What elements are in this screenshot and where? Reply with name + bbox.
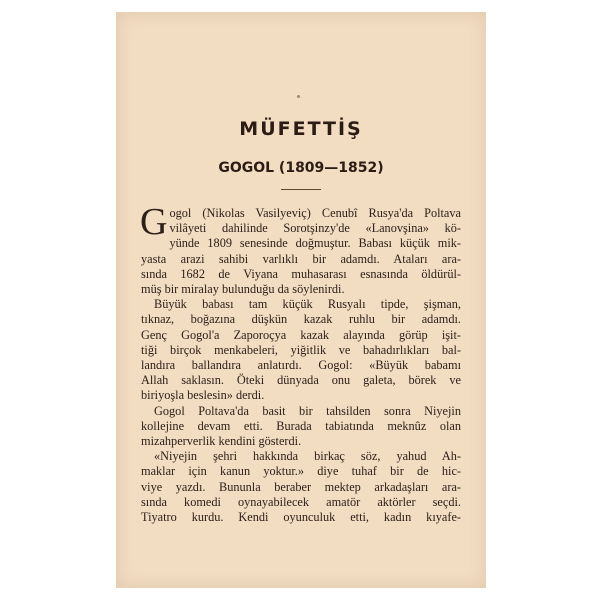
page-mark-dot: [297, 95, 300, 98]
text-line: tiği birçok menkabeleri, yiğitlik ve bahadırlıkları bal-: [141, 342, 461, 357]
text-line: Büyük babası tam küçük Rusyalı tipde, şişman,: [154, 297, 461, 312]
text-line: biriyoşla beslesin» derdi.: [141, 388, 265, 403]
text-line: müş bir miralay bulunduğu da söylenirdi.: [141, 282, 345, 297]
text-line: viye yazdı. Bununla beraber mektep arkadaşları ara-: [141, 479, 461, 494]
text-line: mizahperverlik kendini gösterdi.: [141, 434, 302, 449]
text-line: Tiyatro kurdu. Kendi oyunculuk etti, kadın kıyafe-: [141, 510, 461, 525]
text-line: landıra ballandıra anlatırdı. Gogol: «Büyük babamı: [141, 358, 461, 373]
title-rule: [281, 189, 321, 190]
text-line: Gogol Poltava'da basit bir tahsilden sonra Niyejin: [154, 403, 461, 418]
text-line: yünde 1809 senesinde doğmuştur. Babası küçük mik-: [169, 236, 461, 251]
text-line: tıknaz, boğazına düşkün kazak ruhlu bir adamdı.: [141, 312, 461, 327]
text-line: Allah saklasın. Öteki dünyada onu galeta, börek ve: [141, 373, 461, 388]
text-line: Genç Gogol'a Zaporoçya kazak alayında görüp işit-: [141, 327, 461, 342]
text-line: kollejine devam etti. Burada tabiatında meknûz olan: [141, 418, 461, 433]
text-line: vilâyeti dahilinde Sorotşinzy'de «Lanovşina» kö-: [169, 221, 461, 236]
drop-cap: G: [140, 201, 168, 243]
text-line: sında komedi oynayabilecek amatör aktörler seçdi.: [141, 494, 461, 509]
paragraph-4: [141, 449, 461, 525]
text-line: ogol (Nikolas Vasilyeviç) Cenubî Rusya'da Poltava: [169, 206, 461, 220]
paragraph-3: [141, 404, 461, 450]
body-text: [140, 201, 461, 525]
paragraph-2: [141, 297, 461, 403]
chapter-title: MÜFETTİŞ: [239, 118, 363, 140]
text-line: «Niyejin şehri hakkında birkaç söz, yahud Ah-: [154, 449, 461, 464]
text-line: maklar için kanun yoktur.» diye tuhaf bir de hic-: [141, 464, 461, 479]
text-line: sında 1682 de Viyana muhasarası esnasında öldürül-: [141, 266, 461, 281]
text-line: yasta arazi sahibi varlıklı bir adamdı. Ataları ara-: [141, 251, 461, 266]
paragraph-1: [140, 201, 461, 297]
author-heading: GOGOL (1809—1852): [218, 160, 384, 176]
